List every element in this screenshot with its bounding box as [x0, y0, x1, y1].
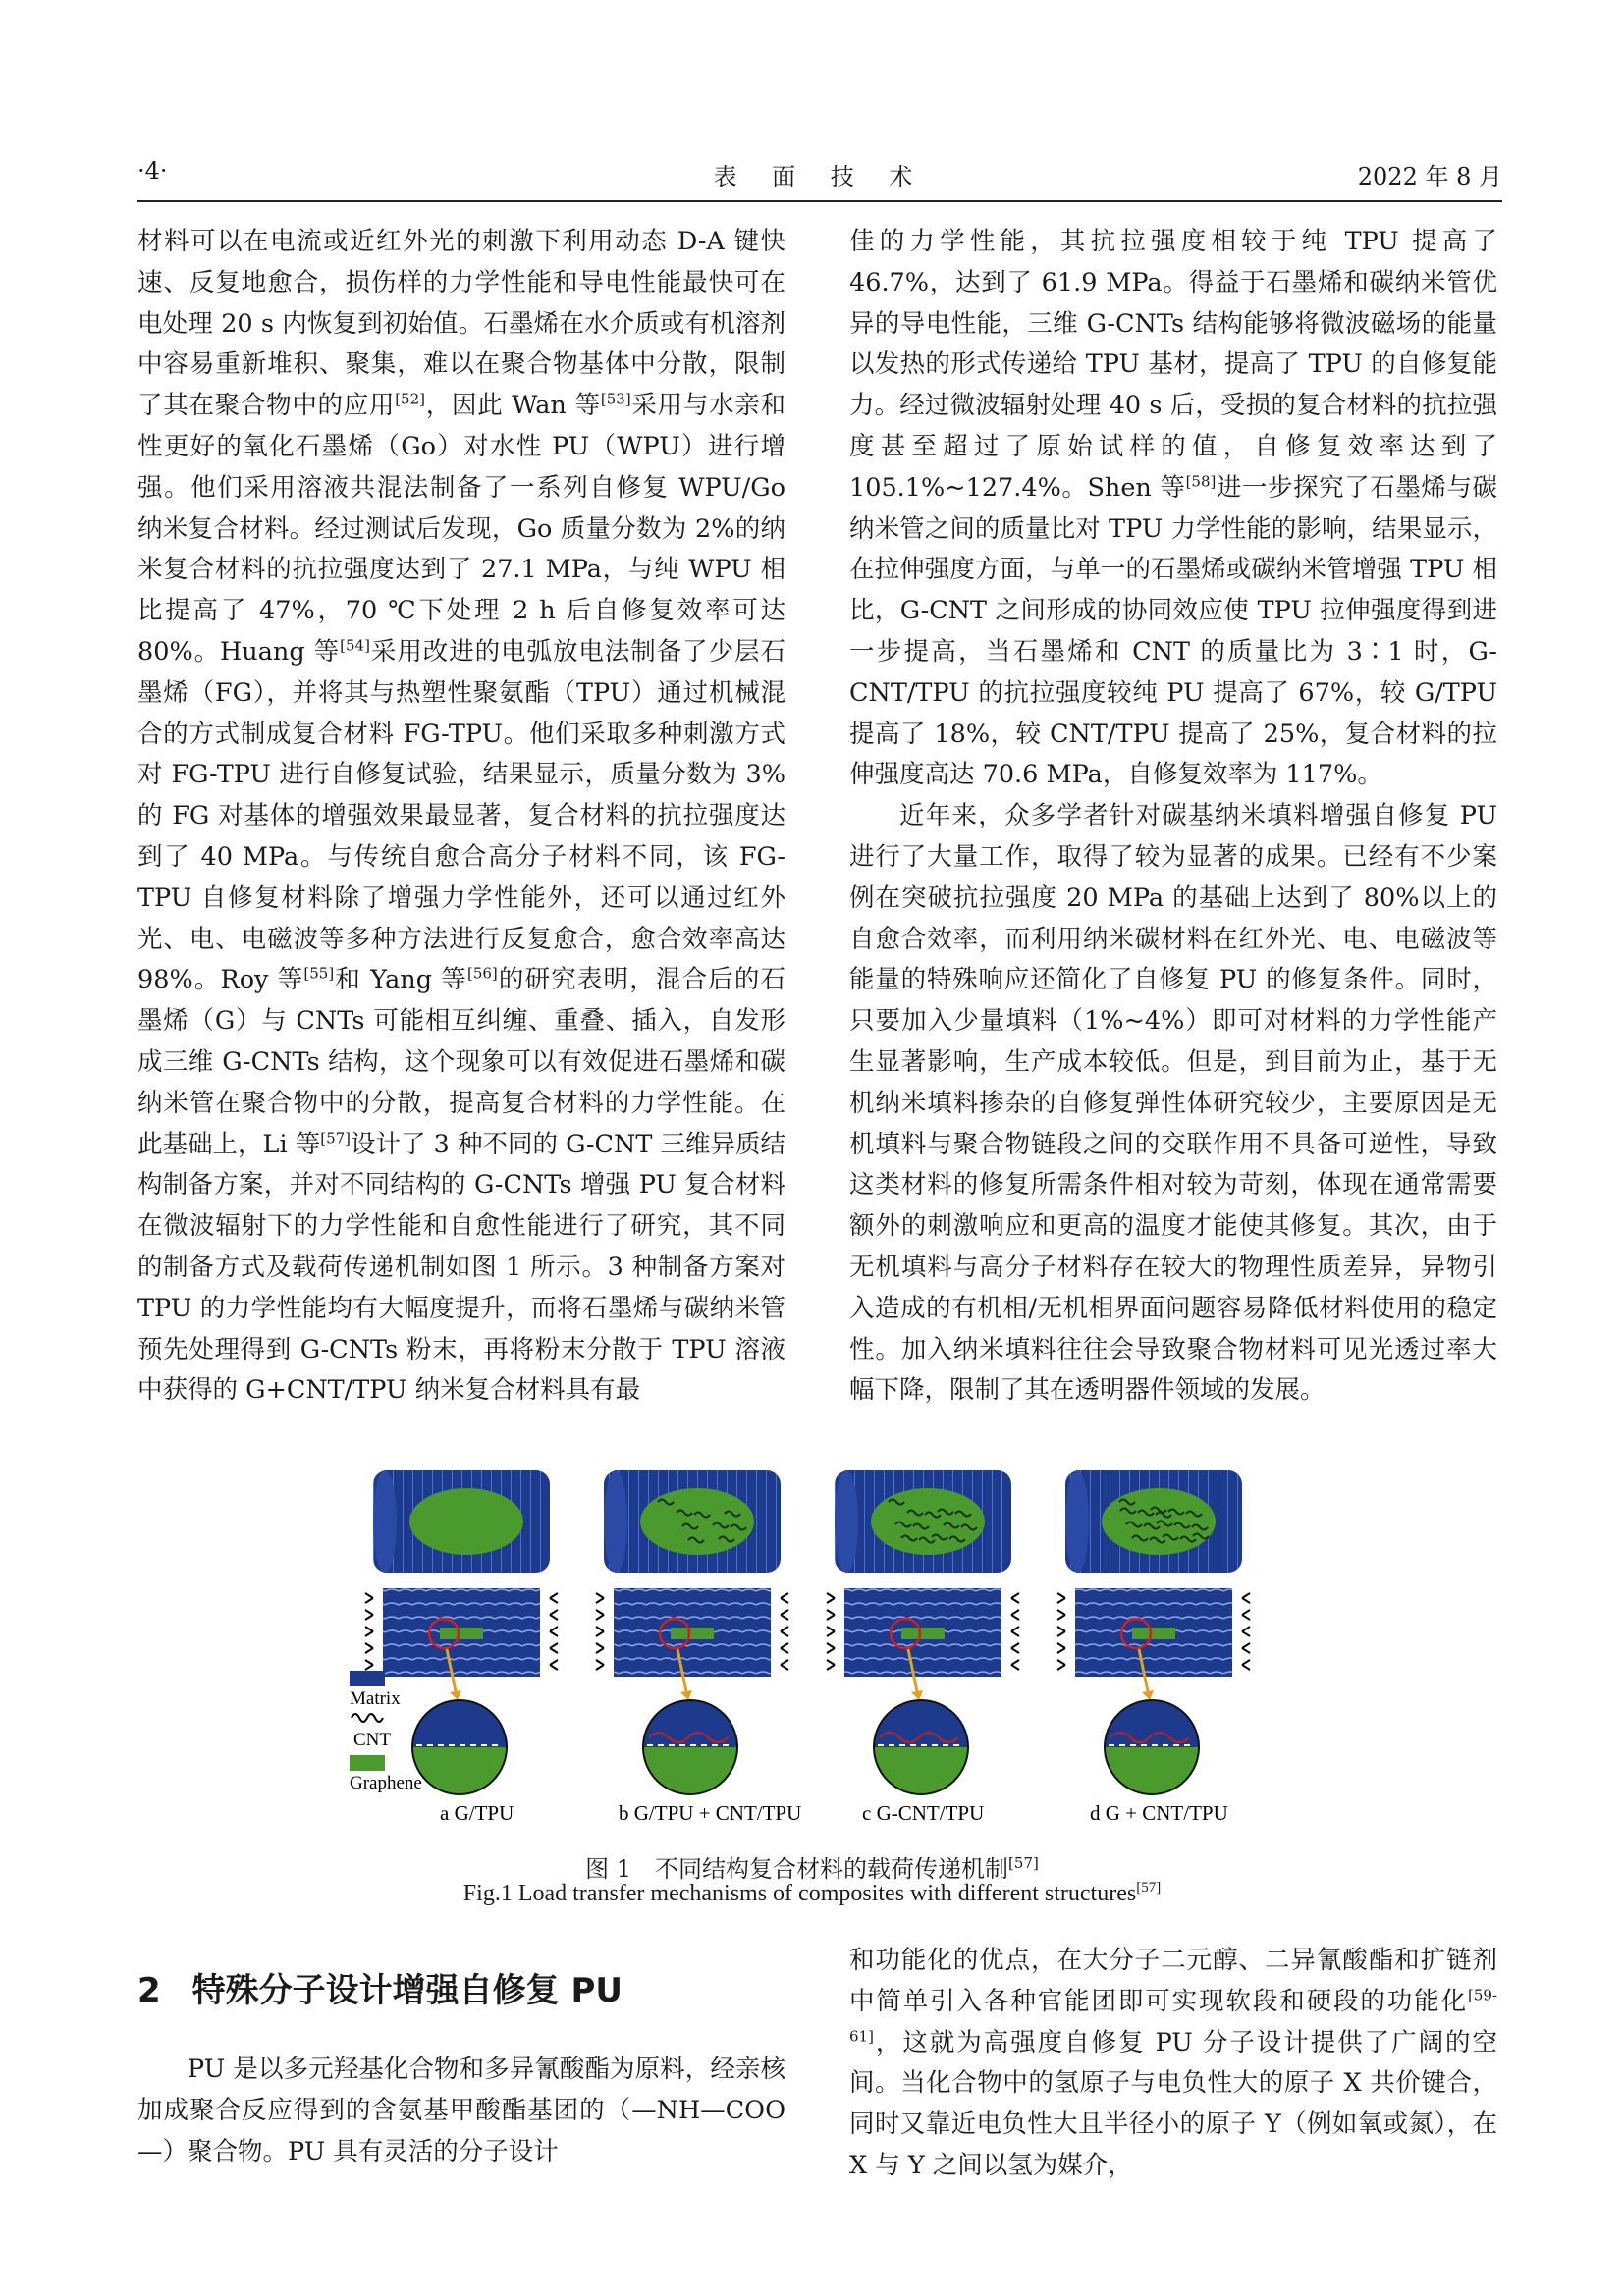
- load-arrow-left: [365, 1610, 373, 1620]
- citation: [55]: [303, 964, 335, 983]
- magnified-graphene: [1105, 1747, 1199, 1794]
- right-column: [849, 222, 1497, 1412]
- load-arrow-right: [1011, 1643, 1019, 1653]
- left-paragraph-bottom: PU 是以多元羟基化合物和多异氰酸酯为原料，经亲核加成聚合反应得到的含氨基甲酸酯基团的（—NH—COO—）聚合物。PU 具有灵活的分子设计: [137, 2055, 785, 2166]
- load-arrow-left: [827, 1610, 835, 1620]
- load-arrow-right: [781, 1643, 788, 1653]
- load-arrow-left: [365, 1660, 373, 1670]
- left-column-bottom: [137, 2050, 785, 2172]
- right-paragraph-2: 近年来，众多学者针对碳基纳米填料增强自修复 PU 进行了大量工作，取得了较为显著的成果。已经有不少案例在突破抗拉强度 20 MPa 的基础上达到了 80%以上的自愈合效率，而利用纳米碳材料在红外光、电、电磁波等能量的特殊响应还简化了自修复 PU 的修复条件。同时，只要加入少量填料（1%~4%）即可对材料的力学性能产生显著影响，生产成本较低。但是，到目前为止，基于无机纳米填料掺杂的自修复弹性体研究较少，主要原因是无机填料与聚合物链段之间的交联作用不具备可逆性，导致这类材料的修复所需条件相对较为苛刻，体现在通常需要额外的刺激响应和更高的温度才能使其修复。其次，由于无机填料与高分子材料存在较大的物理性质差异，异物引入造成的有机相/无机相界面问题容易降低材料使用的稳定性。加入纳米填料往往会导致聚合物材料可见光透过率大幅下降，限制了其在透明器件领域的发展。: [849, 801, 1497, 1406]
- magnified-graphene: [412, 1747, 507, 1794]
- load-arrow-right: [1242, 1643, 1250, 1653]
- load-arrow-left: [1057, 1610, 1065, 1620]
- issue-date: 2022 年 8 月: [1357, 163, 1502, 190]
- left-paragraph: [137, 222, 785, 1412]
- right-column-bottom: [849, 1941, 1497, 2187]
- load-arrow-right: [1011, 1627, 1019, 1636]
- text-run: 进一步探究了石墨烯与碳纳米管之间的质量比对 TPU 力学性能的影响，结果显示，在拉伸强度方面，与单一的石墨烯或碳纳米管增强 TPU 相比，G-CNT 之间形成的协同效应使 TPU 拉伸强度得到进一步提高，当石墨烯和 CNT 的质量比为 3∶1 时，G-CNT/TPU 的抗拉强度较纯 PU 提高了 67%，较 G/TPU 提高了 18%，较 CNT/TPU 提高了 25%，复合材料的拉伸强度高达 70.6 MPa，自修复效率为 117%。: [849, 472, 1497, 790]
- load-arrow-right: [1242, 1660, 1250, 1670]
- left-column: [137, 222, 785, 1412]
- panel-label-b: b G/TPU + CNT/TPU: [619, 1801, 802, 1825]
- magnified-graphene: [874, 1747, 968, 1794]
- load-arrow-left: [827, 1593, 835, 1603]
- load-arrow-right: [1242, 1610, 1250, 1620]
- text-run: ，因此 Wan 等: [425, 391, 601, 421]
- graphene-sheet: [871, 1488, 985, 1555]
- figure-caption-zh: 图 1 不同结构复合材料的载荷传递机制[57]: [585, 1854, 1039, 1883]
- zoom-arrowhead: [1142, 1690, 1154, 1700]
- load-arrow-left: [365, 1627, 373, 1636]
- load-arrow-right: [550, 1610, 558, 1620]
- load-arrow-right: [550, 1627, 558, 1636]
- magnified-graphene: [643, 1747, 737, 1794]
- section-title: 特殊分子设计增强自修复 PU: [191, 1971, 623, 2010]
- load-arrow-right: [1242, 1593, 1250, 1603]
- right-paragraph-bottom: [849, 1941, 1497, 2187]
- load-arrow-right: [1011, 1610, 1019, 1620]
- zoom-arrowhead: [911, 1690, 923, 1700]
- load-arrow-left: [1057, 1627, 1065, 1636]
- graphene-inclusion: [671, 1628, 714, 1639]
- text-run: 和 Yang 等: [334, 965, 467, 995]
- load-arrow-left: [365, 1643, 373, 1653]
- text-run: 材料可以在电流或近红外光的刺激下利用动态 D-A 键快速、反复地愈合，损伤样的力学性能和导电性能最快可在电处理 20 s 内恢复到初始值。石墨烯在水介质或有机溶剂中容易重新堆积、聚集，难以在聚合物基体中分散，限制了其在聚合物中的应用: [137, 227, 785, 421]
- legend-graphene-swatch: [350, 1755, 385, 1771]
- panel-label-c: c G-CNT/TPU: [862, 1801, 985, 1825]
- legend-matrix-swatch: [350, 1671, 385, 1686]
- citation: [57]: [320, 1129, 352, 1148]
- load-arrow-left: [365, 1593, 373, 1603]
- cylinder-end: [835, 1470, 858, 1573]
- header-rule: [137, 200, 1502, 202]
- citation: [52]: [395, 390, 425, 408]
- text-run: 和功能化的优点，在大分子二元醇、二异氰酸酯和扩链剂中简单引入各种官能团即可实现软段和硬段的功能化: [849, 1946, 1497, 2016]
- load-arrow-left: [596, 1627, 604, 1636]
- load-arrow-right: [550, 1643, 558, 1653]
- section-number: 2: [137, 1971, 161, 2010]
- figure-1: [344, 1461, 1286, 1843]
- load-arrow-right: [781, 1610, 788, 1620]
- load-arrow-right: [781, 1627, 788, 1636]
- figure-panel-a: [365, 1470, 558, 1794]
- page-number: ·4·: [137, 157, 168, 185]
- figure-caption-en: Fig.1 Load transfer mechanisms of composites with different structures[57]: [462, 1880, 1162, 1906]
- load-arrow-left: [596, 1643, 604, 1653]
- load-arrow-left: [827, 1643, 835, 1653]
- load-arrow-left: [827, 1660, 835, 1670]
- zoom-arrowhead: [450, 1690, 461, 1700]
- graphene-inclusion: [440, 1628, 483, 1639]
- load-arrow-left: [596, 1660, 604, 1670]
- citation: [59-61]: [849, 1986, 1497, 2046]
- running-header: [137, 157, 1502, 192]
- legend-cnt-label: CNT: [353, 1730, 391, 1750]
- load-arrow-left: [596, 1610, 604, 1620]
- load-arrow-left: [1057, 1660, 1065, 1670]
- legend-graphene-label: Graphene: [350, 1773, 422, 1793]
- load-arrow-left: [827, 1627, 835, 1636]
- right-paragraph-1: [849, 222, 1497, 796]
- load-arrow-right: [781, 1660, 788, 1670]
- graphene-inclusion: [1132, 1628, 1175, 1639]
- load-arrow-left: [1057, 1643, 1065, 1653]
- legend-cnt-swatch: [352, 1714, 383, 1722]
- figure-panel-c: [827, 1470, 1019, 1794]
- text-run: 采用与水亲和性更好的氧化石墨烯（Go）对水性 PU（WPU）进行增强。他们采用溶液共混法制备了一系列自修复 WPU/Go 纳米复合材料。经过测试后发现，Go 质量分数为 2%的纳米复合材料的抗拉强度达到了 27.1 MPa，与纯 WPU 相比提高了 47%，70 ℃下处理 2 h 后自修复效率可达 80%。Huang 等: [137, 391, 785, 667]
- citation: [56]: [466, 964, 498, 983]
- load-arrow-left: [596, 1593, 604, 1603]
- cylinder-end: [373, 1470, 397, 1573]
- citation: [58]: [1185, 472, 1217, 491]
- cylinder-end: [604, 1470, 627, 1573]
- load-arrow-right: [781, 1593, 788, 1603]
- load-arrow-right: [550, 1593, 558, 1603]
- load-arrow-right: [1242, 1627, 1250, 1636]
- text-run: 采用改进的电弧放电法制备了少层石墨烯（FG），并将其与热塑性聚氨酯（TPU）通过机械混合的方式制成复合材料 FG-TPU。他们采取多种刺激方式对 FG-TPU 进行自修复试验，结果显示，质量分数为 3%的 FG 对基体的增强效果最显著，复合材料的抗拉强度达到了 40 MPa。与传统自愈合高分子材料不同，该 FG-TPU 自修复材料除了增强力学性能外，还可以通过红外光、电、电磁波等多种方法进行反复愈合，愈合效率高达 98%。Roy 等: [137, 636, 785, 995]
- graphene-inclusion: [901, 1628, 945, 1639]
- text-run: 佳的力学性能，其抗拉强度相较于纯 TPU 提高了 46.7%，达到了 61.9 MPa。得益于石墨烯和碳纳米管优异的导电性能，三维 G-CNTs 结构能够将微波磁场的能量以发热的形式传递给 TPU 基材，提高了 TPU 的自修复能力。经过微波辐射处理 40 s 后，受损的复合材料的抗拉强度甚至超过了原始试样的值，自修复效率达到了 105.1%~127.4%。Shen 等: [849, 227, 1497, 503]
- graphene-sheet: [409, 1488, 523, 1555]
- panel-label-a: a G/TPU: [440, 1801, 514, 1825]
- figure-panel-d: [1057, 1470, 1250, 1794]
- text-run: ，这就为高强度自修复 PU 分子设计提供了广阔的空间。当化合物中的氢原子与电负性大的原子 X 共价键合，同时又靠近电负性大且半径小的原子 Y（例如氧或氮），在 X 与 Y 之间以氢为媒介，: [849, 2027, 1497, 2180]
- panel-label-d: d G + CNT/TPU: [1090, 1801, 1228, 1825]
- journal-name: 表 面 技 术: [713, 163, 927, 190]
- text-run: 设计了 3 种不同的 G-CNT 三维异质结构制备方案，并对不同结构的 G-CNTs 增强 PU 复合材料在微波辐射下的力学性能和自愈性能进行了研究，其不同的制备方式及载荷传递机制如图 1 所示。3 种制备方案对 TPU 的力学性能均有大幅度提升，而将石墨烯与碳纳米管预先处理得到 G-CNTs 粉末，再将粉末分散于 TPU 溶液中获得的 G+CNT/TPU 纳米复合材料具有最: [137, 1129, 785, 1406]
- citation: [54]: [340, 636, 370, 655]
- section-heading: [137, 1963, 654, 2011]
- cylinder-end: [1065, 1470, 1089, 1573]
- magnified-matrix: [412, 1700, 507, 1747]
- load-arrow-right: [1011, 1593, 1019, 1603]
- text-run: 的研究表明，混合后的石墨烯（G）与 CNTs 可能相互纠缠、重叠、插入，自发形成三维 G-CNTs 结构，这个现象可以有效促进石墨烯和碳纳米管在聚合物中的分散，提高复合材料的力学性能。在此基础上，Li 等: [137, 965, 785, 1159]
- figure-panel-b: [596, 1470, 788, 1794]
- load-arrow-right: [1011, 1660, 1019, 1670]
- load-arrow-left: [1057, 1593, 1065, 1603]
- zoom-arrowhead: [680, 1690, 692, 1700]
- graphene-sheet: [640, 1488, 754, 1555]
- legend-matrix-label: Matrix: [350, 1688, 401, 1709]
- citation: [53]: [600, 390, 631, 408]
- load-arrow-right: [550, 1660, 558, 1670]
